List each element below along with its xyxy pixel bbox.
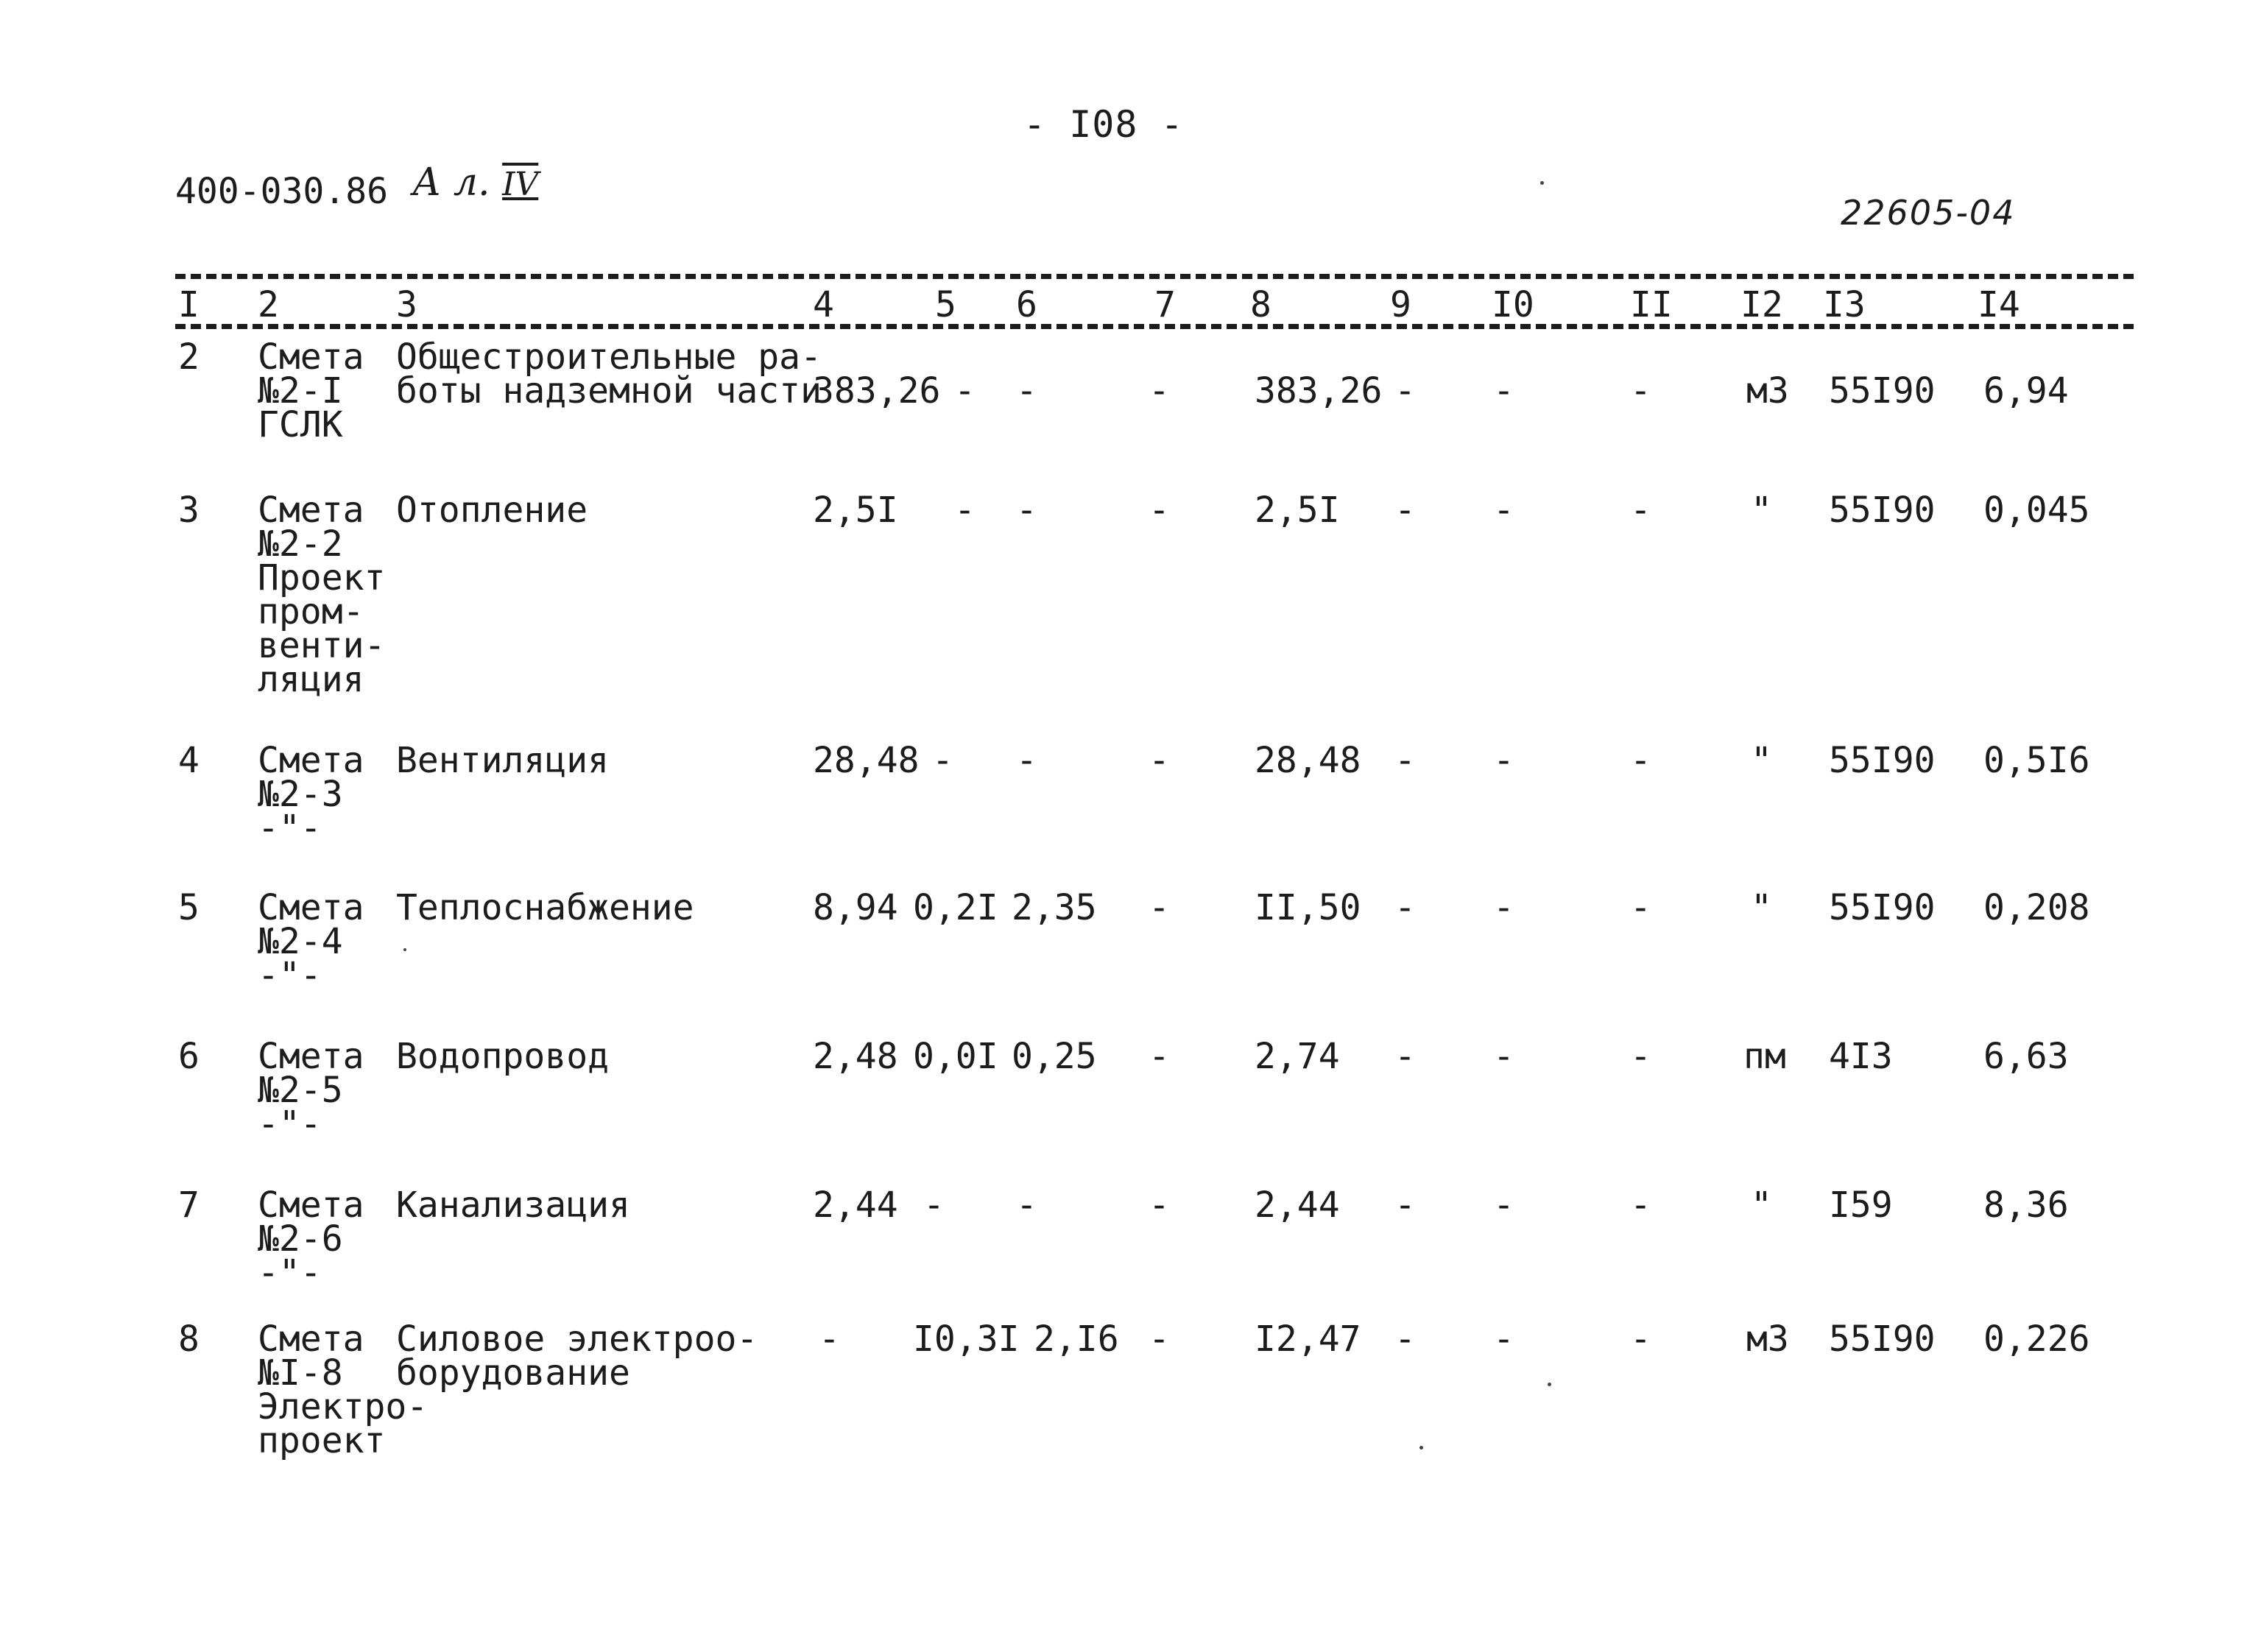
value-col-4: 2,5I (813, 490, 898, 531)
album-mark (412, 160, 538, 205)
work-name: Общестроительные ра- боты надземной части (396, 336, 822, 412)
album-prefix: А л. (412, 160, 490, 205)
value-col-14: 0,226 (1983, 1319, 2090, 1360)
column-header-5: 5 (935, 284, 956, 325)
value-col-6: 0,25 (1012, 1036, 1097, 1077)
column-header-1: I (178, 284, 200, 325)
column-header-13: I3 (1823, 284, 1866, 325)
value-col-9: - (1394, 1185, 1416, 1226)
value-col-4: 8,94 (813, 887, 898, 928)
value-col-6: - (1016, 1185, 1037, 1226)
value-col-11: - (1630, 740, 1651, 781)
unit: м3 (1746, 1319, 1789, 1360)
column-header-11: II (1630, 284, 1673, 325)
value-col-11: - (1630, 490, 1651, 531)
value-col-14: 6,63 (1983, 1036, 2069, 1077)
value-col-9: - (1394, 740, 1416, 781)
row-number: 5 (178, 887, 200, 928)
scan-speck (403, 948, 406, 951)
column-header-8: 8 (1250, 284, 1271, 325)
value-col-7: - (1149, 1036, 1170, 1077)
column-header-10: I0 (1492, 284, 1534, 325)
work-name: Водопровод (396, 1036, 609, 1077)
work-name: Отопление (396, 490, 588, 531)
value-col-9: - (1394, 1036, 1416, 1077)
value-col-13: I59 (1829, 1185, 1893, 1226)
estimate-ref: Смета №2-6 -"- (258, 1185, 364, 1293)
value-col-11: - (1630, 1319, 1651, 1360)
work-name: Вентиляция (396, 740, 609, 781)
value-col-7: - (1149, 1185, 1170, 1226)
estimate-ref: Смета №2-5 -"- (258, 1036, 364, 1145)
estimate-ref: Смета №I-8 Электро- проект (258, 1319, 428, 1461)
value-col-10: - (1493, 740, 1514, 781)
work-name: Силовое электроо- борудование (396, 1319, 758, 1394)
value-col-6: 2,35 (1012, 887, 1097, 928)
value-col-7: - (1149, 740, 1170, 781)
estimate-ref: Смета №2-I ГСЛК (258, 336, 364, 445)
column-header-3: 3 (396, 284, 417, 325)
value-col-10: - (1493, 370, 1514, 412)
value-col-14: 6,94 (1983, 370, 2069, 412)
row-number: 3 (178, 490, 200, 531)
archive-number: 22605-04 (1841, 193, 2016, 233)
value-col-8: II,50 (1255, 887, 1361, 928)
value-col-11: - (1630, 1036, 1651, 1077)
value-col-8: I2,47 (1255, 1319, 1361, 1360)
value-col-4: 28,48 (813, 740, 920, 781)
value-col-11: - (1630, 1185, 1651, 1226)
estimate-ref: Смета №2-3 -"- (258, 740, 364, 849)
value-col-13: 55I90 (1829, 740, 1936, 781)
value-col-4: - (819, 1319, 840, 1360)
value-col-5: - (954, 370, 976, 412)
value-col-7: - (1149, 490, 1170, 531)
value-col-9: - (1394, 1319, 1416, 1360)
value-col-5: - (923, 1185, 945, 1226)
estimate-ref: Смета №2-2 Проект пром- венти- ляция (258, 490, 386, 700)
unit: " (1751, 887, 1772, 928)
scan-speck (1548, 1383, 1551, 1386)
value-col-14: 0,045 (1983, 490, 2090, 531)
row-number: 2 (178, 336, 200, 378)
value-col-6: - (1016, 490, 1037, 531)
row-number: 8 (178, 1319, 200, 1360)
value-col-13: 4I3 (1829, 1036, 1893, 1077)
value-col-8: 2,5I (1255, 490, 1340, 531)
value-col-10: - (1493, 887, 1514, 928)
value-col-13: 55I90 (1829, 490, 1936, 531)
row-number: 7 (178, 1185, 200, 1226)
column-header-12: I2 (1740, 284, 1783, 325)
value-col-8: 28,48 (1255, 740, 1361, 781)
value-col-6: - (1016, 740, 1037, 781)
value-col-10: - (1493, 1185, 1514, 1226)
scan-speck (1540, 181, 1544, 185)
row-number: 6 (178, 1036, 200, 1077)
value-col-10: - (1493, 490, 1514, 531)
value-col-8: 2,44 (1255, 1185, 1340, 1226)
value-col-7: - (1149, 370, 1170, 412)
column-header-14: I4 (1978, 284, 2020, 325)
row-number: 4 (178, 740, 200, 781)
value-col-7: - (1149, 887, 1170, 928)
value-col-4: 383,26 (813, 370, 941, 412)
value-col-5: - (932, 740, 953, 781)
value-col-9: - (1394, 887, 1416, 928)
value-col-10: - (1493, 1036, 1514, 1077)
value-col-13: 55I90 (1829, 370, 1936, 412)
work-name: Канализация (396, 1185, 630, 1226)
value-col-13: 55I90 (1829, 887, 1936, 928)
value-col-14: 0,208 (1983, 887, 2090, 928)
header-top-rule (175, 274, 2134, 279)
value-col-4: 2,44 (813, 1185, 898, 1226)
value-col-5: - (954, 490, 976, 531)
unit: " (1751, 490, 1772, 531)
album-roman-number: IV (502, 166, 539, 203)
unit: " (1751, 1185, 1772, 1226)
value-col-13: 55I90 (1829, 1319, 1936, 1360)
unit: м3 (1746, 370, 1789, 412)
value-col-14: 8,36 (1983, 1185, 2069, 1226)
column-header-6: 6 (1016, 284, 1037, 325)
column-header-7: 7 (1154, 284, 1176, 325)
value-col-4: 2,48 (813, 1036, 898, 1077)
value-col-6: - (1016, 370, 1037, 412)
column-header-2: 2 (258, 284, 279, 325)
value-col-8: 383,26 (1255, 370, 1383, 412)
value-col-11: - (1630, 370, 1651, 412)
column-header-4: 4 (813, 284, 834, 325)
value-col-5: 0,2I (913, 887, 998, 928)
value-col-5: 0,0I (913, 1036, 998, 1077)
estimate-ref: Смета №2-4 -"- (258, 887, 364, 996)
value-col-11: - (1630, 887, 1651, 928)
column-header-row (0, 286, 2261, 324)
value-col-9: - (1394, 370, 1416, 412)
column-header-9: 9 (1390, 284, 1411, 325)
header-bottom-rule (175, 324, 2134, 329)
value-col-10: - (1493, 1319, 1514, 1360)
unit: " (1751, 740, 1772, 781)
value-col-6: 2,I6 (1034, 1319, 1119, 1360)
page-number: - I08 - (1023, 103, 1184, 146)
unit: пм (1743, 1036, 1786, 1077)
value-col-9: - (1394, 490, 1416, 531)
value-col-5: I0,3I (913, 1319, 1020, 1360)
work-name: Теплоснабжение (396, 887, 694, 928)
scan-speck (1419, 1446, 1423, 1450)
value-col-7: - (1149, 1319, 1170, 1360)
value-col-8: 2,74 (1255, 1036, 1340, 1077)
value-col-14: 0,5I6 (1983, 740, 2090, 781)
document-code: 400-030.86 (175, 171, 388, 212)
